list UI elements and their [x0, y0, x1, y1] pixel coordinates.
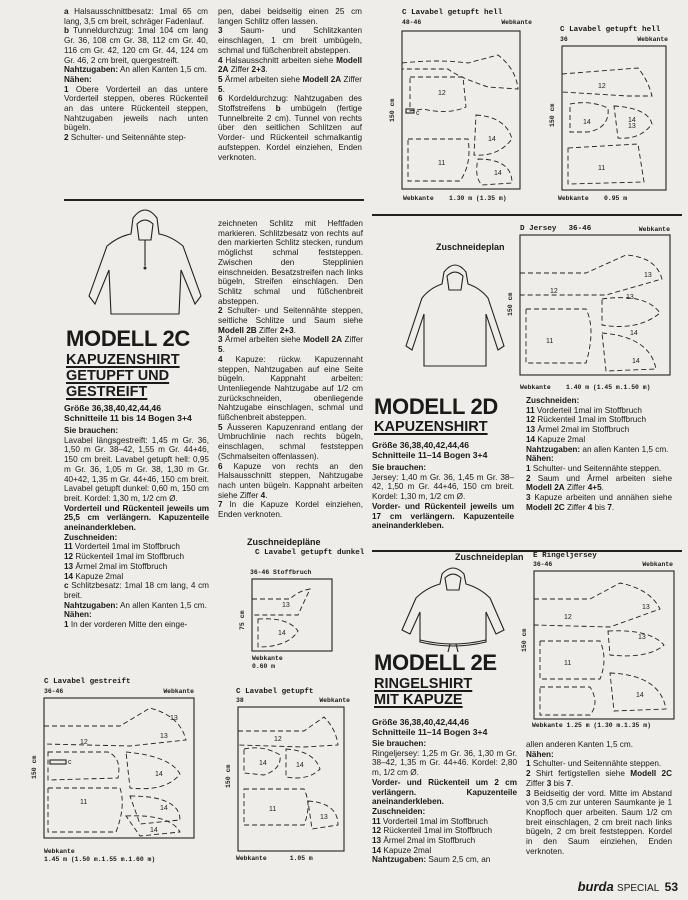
plan-d-heading: Zuschneideplan — [436, 242, 505, 252]
paragraph: b Tunneldurchzug: 1mal 104 cm lang Gr. 36, 108 cm Gr. 38, 112 cm Gr. 40, 116 cm Gr. 42, 120 cm Gr. 44, 124 cm Gr. 46, 2 cm breit, quergestreift. — [64, 26, 208, 65]
modell-2e-need-heading: Sie brauchen: — [372, 739, 427, 748]
modell-2c-sew-1: 1 In der vorderen Mitte den einge- — [64, 620, 188, 630]
svg-text:150 cm: 150 cm — [549, 103, 556, 127]
svg-text:13: 13 — [626, 294, 634, 301]
modell-2d-subtitle: KAPUZENSHIRT — [374, 419, 488, 435]
plan-c-gestreift-width: Webkante 1.45 m (1.50 m.1.55 m.1.60 m) — [44, 848, 156, 863]
modell-2e-subtitle-1: RINGELSHIRT — [374, 676, 473, 692]
paragraph: Nähen: — [64, 74, 92, 84]
plan-c-dunkel-sizes: 36-46 Stoffbruch — [250, 569, 312, 576]
paragraph: zeichneten Schlitz mit Heftfaden markieren. Schlitzbesatz von rechts auf den markierten Schlitz stecken, rundum möglichst schmal feststeppen. Zwischen den Stepplinien einschneiden. Besatzstreifen nach links bügeln, Streifen einschlagen. Den Schlitz schmal und füßchenbreit absteppen. — [218, 219, 363, 306]
plan-c-gestreift-diagram — [30, 696, 200, 846]
modell-2e-subtitle-2: MIT KAPUZE — [374, 692, 463, 708]
paragraph: 4 Halsausschnitt arbeiten siehe Modell 2A Ziffer 2+3. — [218, 55, 362, 75]
paragraph: 2 Shirt fertigstellen siehe Modell 2C Ziffer 3 bis 7. — [526, 769, 672, 788]
plan-d-width: Webkante 1.40 m (1.45 m.1.50 m) — [520, 384, 651, 391]
modell-2e-body-right — [526, 740, 672, 856]
plan-c-getupft38-sizes: 38 Webkante — [236, 697, 350, 704]
paragraph: 5 Ärmel arbeiten siehe Modell 2A Ziffer 5. — [218, 74, 363, 94]
modell-2d-title: MODELL 2D — [374, 394, 499, 419]
footer-special: SPECIAL — [617, 883, 660, 894]
svg-text:14: 14 — [296, 762, 304, 769]
svg-text:14: 14 — [488, 136, 496, 143]
plan-c-hell-diagram — [388, 29, 538, 199]
col1-top-text — [64, 7, 208, 143]
sew-step: 1 Schulter- und Seitennähte steppen. — [526, 463, 662, 473]
svg-text:c: c — [416, 110, 420, 117]
svg-text:13: 13 — [170, 715, 178, 722]
svg-text:150 cm: 150 cm — [521, 628, 528, 652]
hoodie-2d-illustration — [400, 254, 510, 372]
plan-c-gestreift-title: C Lavabel gestreift — [44, 678, 131, 686]
svg-text:150 cm: 150 cm — [31, 755, 38, 779]
modell-2c-need: Lavabel längsgestreift: 1,45 m Gr. 36, 1,50 m Gr. 38–42, 1,55 m Gr. 44+46, 150 cm breit. Lavabel getupft hell: 0,95 m Gr. 36, 1,05 m Gr. 38, 1,30 m Gr. 40+42, 1,35 m Gr. 44+46, 150 cm breit. Lavabel getupft dunkel: 0,60 m, 150 cm breit. Kordel: 1,30 m, 1/2 cm Ø. — [64, 435, 209, 503]
svg-text:14: 14 — [583, 119, 591, 126]
svg-text:75 cm: 75 cm — [239, 610, 246, 630]
svg-text:11: 11 — [598, 165, 606, 172]
svg-text:150 cm: 150 cm — [225, 764, 232, 788]
modell-2d-body-left — [372, 440, 514, 531]
page-number: 53 — [664, 880, 678, 894]
modell-2d-cut-heading: Zuschneiden: — [526, 396, 580, 405]
cut-item: 11 Vorderteil 1mal im Stoffbruch — [526, 405, 642, 415]
paragraph: 6 Kordeldurchzug: Nahtzugaben des Stoffstreifens b umbügeln (fertige Tunnelbreite 2 cm). Tunnel von rechts über den seitlichen Schlitzen auf Vorder- und Rückenteil schmalkantig aufsteppen. Kordel einziehen, Enden verknoten. — [218, 94, 362, 162]
modell-2e-pieces: Schnitteile 11–14 Bogen 3+4 — [372, 727, 488, 737]
paragraph: Nahtzugaben: An allen Kanten 1,5 cm. — [64, 65, 207, 75]
modell-2c-sizes: Größe 36,38,40,42,44,46 — [64, 403, 161, 413]
svg-text:13: 13 — [628, 123, 636, 130]
cut-item: 14 Kapuze 2mal — [64, 571, 124, 581]
svg-text:150 cm: 150 cm — [507, 292, 514, 316]
paragraph: 5 Äusseren Kapuzenrand entlang der Umbruchlinie nach rechts bügeln, einschlagen, schmal feststeppen (Schmalseiten offenlassen). — [218, 422, 363, 461]
modell-2d-body-right — [526, 396, 672, 512]
plan-c-hell-width: Webkante 1.30 m (1.35 m) — [403, 195, 507, 202]
plan-d-diagram — [506, 233, 676, 383]
modell-2d-pieces: Schnitteile 11–14 Bogen 3+4 — [372, 450, 488, 460]
modell-2e-need: Ringeljersey: 1,25 m Gr. 36, 1,30 m Gr. 38–42, 1,35 m Gr. 44+46. Kordel: 2,80 m, 1/2 cm Ø. — [372, 748, 517, 778]
svg-text:11: 11 — [80, 799, 88, 806]
paragraph: 3 Saum- und Schlitzkanten einschlagen, 1 cm breit umbügeln, schmal und füßchenbreit absteppen. — [218, 26, 362, 55]
cut-item: 14 Kapuze 2mal — [372, 845, 432, 855]
svg-text:12: 12 — [550, 288, 558, 295]
col2-mid-text — [218, 219, 363, 520]
svg-text:13: 13 — [160, 733, 168, 740]
hoodie-2c-illustration — [75, 200, 215, 320]
brand-logo: burda — [577, 879, 614, 894]
svg-text:12: 12 — [564, 614, 572, 621]
plan-c-hell36-width: Webkante 0.95 m — [558, 195, 628, 202]
plan-c-getupft38-title: C Lavabel getupft — [236, 688, 314, 696]
plan-d-title: D Jersey 36-46 Webkante — [520, 225, 670, 233]
svg-text:11: 11 — [546, 338, 554, 345]
svg-text:14: 14 — [494, 170, 502, 177]
hoodie-2e-illustration — [398, 560, 508, 652]
modell-2c-sew-heading: Nähen: — [64, 610, 92, 620]
svg-text:11: 11 — [564, 660, 572, 667]
cut-item: 12 Rückenteil 1mal im Stoffbruch — [372, 826, 492, 836]
plan-c-hell-title: C Lavabel getupft hell — [402, 9, 503, 17]
modell-2c-header — [66, 328, 216, 400]
modell-2c-pieces: Schnitteile 11 bis 14 Bogen 3+4 — [64, 413, 192, 423]
modell-2c-subtitle-2: GETUPFT UND — [66, 368, 170, 384]
paragraph: pen, dabei beidseitig einen 25 cm langen Schlitz offen lassen. — [218, 7, 362, 26]
col2-top-text — [218, 7, 362, 162]
modell-2e-sizes: Größe 36,38,40,42,44,46 — [372, 717, 469, 727]
cut-item: 13 Ärmel 2mal im Stoffbruch — [526, 425, 630, 435]
modell-2e-nz: Nahtzugaben: Saum 2,5 cm, an — [372, 855, 491, 865]
plan-c-getupft38-diagram — [224, 705, 354, 855]
svg-text:14: 14 — [630, 330, 638, 337]
divider — [372, 214, 682, 216]
svg-text:13: 13 — [644, 272, 652, 279]
svg-text:13: 13 — [320, 814, 328, 821]
svg-text:14: 14 — [632, 358, 640, 365]
paragraph: 2 Schulter- und Seitennähte steppen, seitliche Schlitze und Saum siehe Modell 2B Ziffer 2+3. — [218, 306, 363, 335]
page-footer — [578, 879, 678, 894]
svg-text:13: 13 — [642, 604, 650, 611]
modell-2d-need-heading: Sie brauchen: — [372, 463, 427, 472]
modell-2d-sew-heading: Nähen: — [526, 454, 554, 464]
modell-2e-header — [374, 652, 524, 708]
plan-c-getupft38-width: Webkante 1.05 m — [236, 855, 313, 862]
paragraph: allen anderen Kanten 1,5 cm. — [526, 740, 633, 749]
paragraph: 7 In die Kapuze Kordel einziehen, Enden verknoten. — [218, 500, 363, 520]
svg-text:14: 14 — [278, 630, 286, 637]
svg-text:14: 14 — [636, 692, 644, 699]
modell-2c-subtitle-3: GESTREIFT — [66, 384, 148, 400]
modell-2e-note: Vorder- und Rückenteil um 2 cm verlängern. Kapuzenteile aneinanderkleben. — [372, 777, 517, 807]
sew-step: 3 Kapuze arbeiten und annähen siehe Modell 2C Ziffer 4 bis 7. — [526, 493, 672, 512]
modell-2c-cut-heading: Zuschneiden: — [64, 532, 118, 542]
svg-text:14: 14 — [160, 805, 168, 812]
paragraph: 1 Schulter- und Seitennähte steppen. — [526, 759, 662, 769]
plan-c-hell-sizes: 48-46 Webkante — [402, 19, 532, 26]
modell-2c-body — [64, 403, 209, 630]
modell-2e-title: MODELL 2E — [374, 650, 497, 675]
plan-e-diagram — [520, 569, 680, 719]
modell-2c-need-heading: Sie brauchen: — [64, 426, 119, 435]
plan-e-sizes: 36-46 Webkante — [533, 561, 673, 568]
plan-e-title: E Ringeljersey — [533, 552, 597, 560]
modell-2e-cut-heading: Zuschneiden: — [372, 806, 426, 816]
modell-2d-note: Vorder- und Rückenteil jeweils um 17 cm verlängern. Kapuzenteile aneinanderkleben. — [372, 501, 514, 531]
paragraph: 3 Ärmel arbeiten siehe Modell 2A Ziffer 5. — [218, 335, 364, 355]
modell-2c-note: Vorderteil und Rückenteil jeweils um 25,5 cm verlängern. Kapuzenteile aneinanderkleben. — [64, 503, 209, 533]
svg-text:13: 13 — [282, 602, 290, 609]
cut-item: 11 Vorderteil 1mal im Stoffbruch — [372, 816, 488, 826]
modell-2d-need: Jersey: 1,40 m Gr. 36, 1,45 m Gr. 38–42, 1,50 m Gr. 44+46, 150 cm breit. Kordel: 1,30 m, 1/2 cm Ø. — [372, 472, 514, 502]
svg-text:14: 14 — [150, 827, 158, 834]
svg-text:12: 12 — [438, 90, 446, 97]
paragraph: 4 Kapuze: rückw. Kapuzennaht steppen, Nahtzugaben auf eine Seite bügeln. Kappnaht arbeiten: Untenliegende Nahtzugabe auf 1/2 cm zurückschneiden, obenliegende Nahtzugabe einschlagen, schmal und füßchenbreit absteppen. — [218, 354, 363, 423]
plan-c-dunkel-title: C Lavabel getupft dunkel — [255, 549, 365, 557]
svg-text:14: 14 — [155, 771, 163, 778]
paragraph: 2 Schulter- und Seitennähte step- — [64, 133, 186, 143]
plan-c-dunkel-width: Webkante 0.60 m — [252, 655, 283, 670]
plan-c-hell36-title: C Lavabel getupft hell — [560, 26, 661, 34]
cut-item: 12 Rückenteil 1mal im Stoffbruch — [526, 415, 646, 425]
paragraph: 6 Kapuze von rechts an den Halsausschnitt steppen, Nahtzugabe nach unten bügeln. Kappnaht arbeiten siehe Ziffer 4. — [218, 461, 363, 500]
svg-text:11: 11 — [438, 160, 446, 167]
cut-item: c Schlitzbesatz: 1mal 18 cm lang, 4 cm breit. — [64, 581, 209, 600]
paragraph: 1 Obere Vorderteil an das untere Vorderteil steppen, oberes Rückenteil an das untere Rückenteil steppen, Nahtzugaben jeweils nach unten bügeln. — [64, 84, 208, 133]
svg-text:13: 13 — [638, 634, 646, 641]
sew-step: 2 Saum und Ärmel arbeiten siehe Modell 2A Ziffer 4+5. — [526, 473, 672, 493]
cut-item: 14 Kapuze 2mal — [526, 434, 586, 444]
plan-c-hell36-sizes: 36 Webkante — [560, 36, 668, 43]
plan-c-gestreift-sizes: 36-46 Webkante — [44, 688, 194, 695]
paragraph: Nähen: — [526, 749, 554, 759]
svg-text:150 cm: 150 cm — [389, 98, 396, 122]
modell-2c-nz: Nahtzugaben: An allen Kanten 1,5 cm. — [64, 600, 207, 610]
svg-text:12: 12 — [598, 83, 606, 90]
svg-text:12: 12 — [80, 739, 88, 746]
svg-text:c: c — [68, 759, 72, 766]
cut-item: 11 Vorderteil 1mal im Stoffbruch — [64, 542, 180, 552]
cut-item: 13 Ärmel 2mal im Stoffbruch — [372, 836, 476, 846]
svg-text:14: 14 — [259, 760, 267, 767]
svg-text:11: 11 — [269, 806, 277, 813]
plan-c-hell36-diagram — [548, 44, 678, 194]
plan-e-heading: Zuschneideplan — [455, 552, 524, 562]
cut-item: 13 Ärmel 2mal im Stoffbruch — [64, 561, 168, 571]
modell-2e-body-left — [372, 717, 517, 865]
paragraph: a Halsausschnittbesatz: 1mal 65 cm lang, 3,5 cm breit, schräger Fadenlauf. — [64, 7, 208, 26]
paragraph: 3 Beidseitig der vord. Mitte im Abstand von 3,5 cm zur unteren Saumkante je 1 Knopfloch quer arbeiten. Saum 1/2 cm breit einschlagen, 2 cm breit nach links bügeln, 2 cm breit feststeppen. Kordel in den Saum einziehen, Enden verknoten. — [526, 788, 672, 856]
modell-2d-sizes: Größe 36,38,40,42,44,46 — [372, 440, 469, 450]
svg-text:14: 14 — [628, 117, 636, 124]
modell-2d-header — [374, 396, 524, 435]
svg-text:12: 12 — [274, 736, 282, 743]
modell-2c-title: MODELL 2C — [66, 326, 191, 351]
plan-c-dunkel-diagram — [238, 577, 348, 657]
plan-e-width: Webkante 1.25 m (1.30 m.1.35 m) — [532, 722, 651, 729]
cut-item: 12 Rückenteil 1mal im Stoffbruch — [64, 552, 184, 562]
modell-2c-subtitle-1: KAPUZENSHIRT — [66, 352, 180, 368]
modell-2d-nz: Nahtzugaben: an allen Kanten 1,5 cm. — [526, 444, 669, 454]
plans-heading: Zuschneidepläne — [247, 537, 321, 547]
